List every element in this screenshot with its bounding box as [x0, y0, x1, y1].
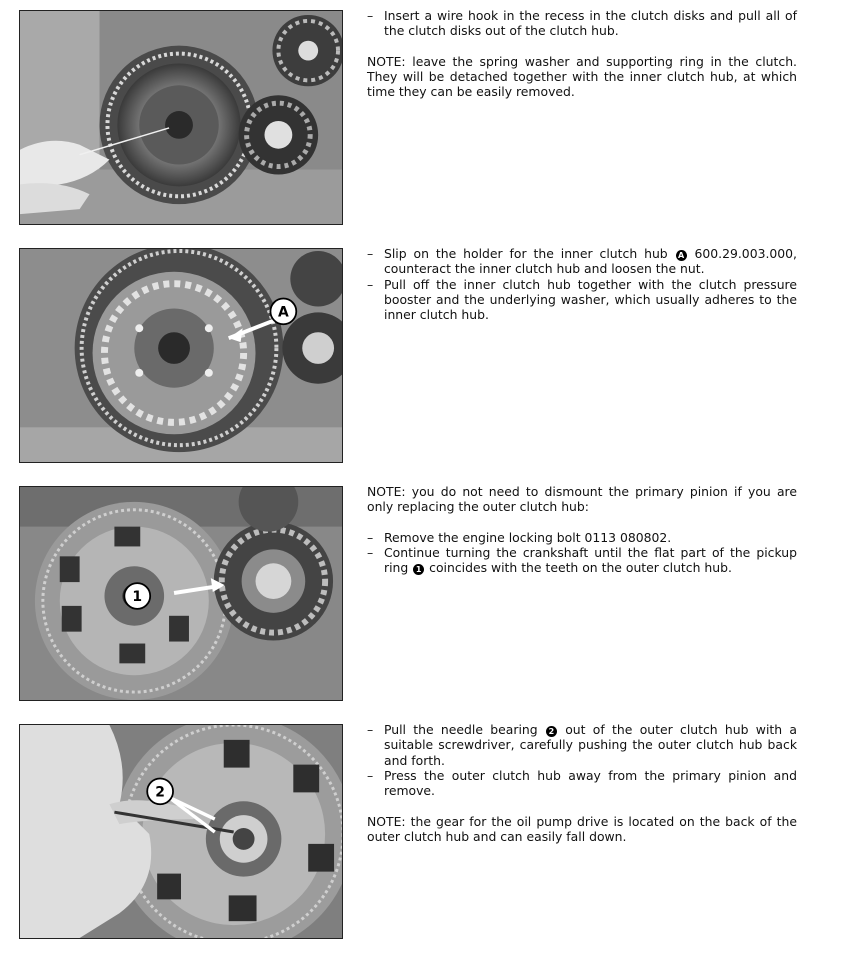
- list-item: – Pull off the inner clutch hub together with the clutch pressure booster and the underlying washer, which usually adheres to the inner clutch hub.: [367, 277, 797, 323]
- callout-a-icon: A: [676, 250, 687, 261]
- photo-needle-bearing-removal: [19, 724, 343, 939]
- callout-2-icon: 2: [546, 726, 557, 737]
- list-item: – Press the outer clutch hub away from the primary pinion and remove.: [367, 768, 797, 799]
- step-text-3: [367, 484, 797, 576]
- list-item: – Pull the needle bearing 2 out of the outer clutch hub with a suitable screwdriver, carefully pushing the outer clutch hub back and forth.: [367, 722, 797, 768]
- step-list-2: [367, 246, 797, 322]
- callout-label-a: [270, 299, 296, 325]
- list-item: – Slip on the holder for the inner clutch hub A 600.29.003.000, counteract the inner clutch hub and loosen the nut.: [367, 246, 797, 277]
- step-list-3: [367, 530, 797, 576]
- step-text-2: [367, 246, 797, 322]
- callout-label-2: [147, 778, 173, 804]
- photo-outer-clutch-hub-pickup-ring: [19, 486, 343, 701]
- list-item: – Remove the engine locking bolt 0113 080802.: [367, 530, 797, 545]
- photo-inner-clutch-hub-holder: [19, 248, 343, 463]
- step-text-1: [367, 8, 797, 115]
- svg-text:2: 2: [155, 784, 165, 801]
- list-item: – Continue turning the crankshaft until the flat part of the pickup ring 1 coincides with the teeth on the outer clutch hub.: [367, 545, 797, 576]
- step-list-1: [367, 8, 797, 39]
- svg-text:A: A: [277, 304, 289, 321]
- photo-clutch-disks-removal: [19, 10, 343, 225]
- svg-text:1: 1: [132, 588, 143, 605]
- list-item: – Insert a wire hook in the recess in the clutch disks and pull all of the clutch disks out of the clutch hub.: [367, 8, 797, 39]
- callout-1-icon: 1: [413, 564, 424, 575]
- note-text: NOTE: you do not need to dismount the primary pinion if you are only replacing the outer clutch hub:: [367, 484, 797, 515]
- callout-label-1: [124, 583, 150, 609]
- note-text: NOTE: the gear for the oil pump drive is located on the back of the outer clutch hub and can easily fall down.: [367, 813, 797, 845]
- step-text-4: [367, 722, 797, 860]
- note-text: NOTE: leave the spring washer and supporting ring in the clutch. They will be detached together with the inner clutch hub, at which time they can be easily removed.: [367, 53, 797, 100]
- step-list-4: [367, 722, 797, 798]
